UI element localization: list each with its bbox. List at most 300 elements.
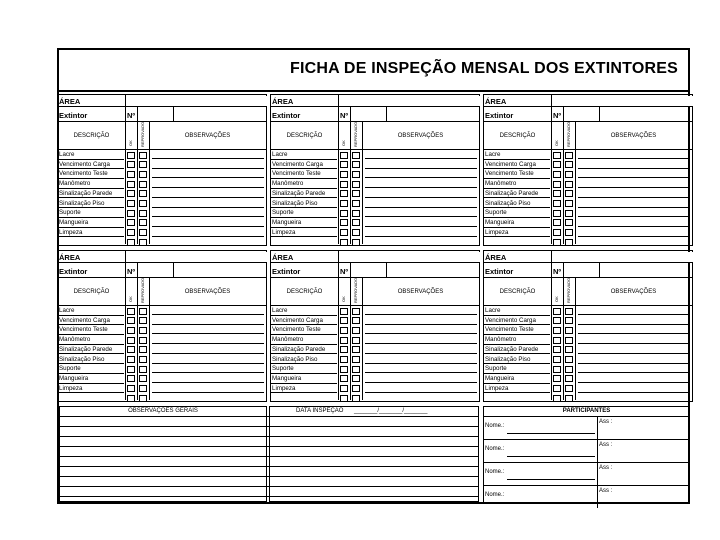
observations-header: OBSERVAÇÕES — [397, 289, 444, 295]
participant-name-label: Nome.: — [485, 492, 505, 498]
ok-checkbox[interactable] — [340, 171, 348, 178]
item-label: Lacre — [271, 306, 337, 316]
reprovado-checkbox[interactable] — [565, 229, 573, 236]
description-header: DESCRIÇÃO — [73, 133, 110, 139]
reprovado-checkbox[interactable] — [352, 327, 360, 334]
ok-checkbox[interactable] — [340, 308, 348, 315]
reprovado-checkbox[interactable] — [565, 152, 573, 159]
ok-header: OK — [554, 296, 559, 302]
ok-checkbox[interactable] — [127, 229, 135, 236]
extintor-label: Extintor — [59, 111, 88, 120]
ok-checkbox[interactable] — [127, 171, 135, 178]
reprovado-checkbox[interactable] — [352, 346, 360, 353]
reprovado-checkbox[interactable] — [352, 375, 360, 382]
observation-line[interactable] — [365, 353, 477, 354]
observations-header: OBSERVAÇÕES — [610, 289, 657, 295]
participant-signature-label: Ass : — [599, 488, 613, 494]
participant-name-field[interactable] — [507, 479, 595, 480]
inspection-date-panel — [269, 406, 479, 502]
reprovado-checkbox[interactable] — [565, 356, 573, 363]
reprovado-checkbox[interactable] — [352, 308, 360, 315]
reprovado-checkbox[interactable] — [565, 171, 573, 178]
item-label: Mangueira — [58, 218, 124, 228]
general-observations-label: OBSERVAÇÕES GERAIS — [128, 408, 198, 414]
description-header: DESCRIÇÃO — [499, 133, 536, 139]
observation-line[interactable] — [152, 216, 264, 217]
general-observation-line[interactable] — [59, 496, 479, 497]
area-input[interactable] — [553, 96, 693, 106]
observation-line[interactable] — [152, 187, 264, 188]
observation-line[interactable] — [365, 363, 477, 364]
participant-signature-label: Ass : — [599, 419, 613, 425]
item-label: Vencimento Teste — [484, 325, 550, 335]
description-header: DESCRIÇÃO — [286, 289, 323, 295]
item-label: Lacre — [484, 306, 550, 316]
form-title: FICHA DE INSPEÇÃO MENSAL DOS EXTINTORES — [290, 60, 678, 77]
reprovado-checkbox[interactable] — [565, 219, 573, 226]
ok-checkbox[interactable] — [127, 327, 135, 334]
extinguisher-block — [270, 250, 480, 402]
item-label: Mangueira — [58, 374, 124, 384]
item-label: Manômetro — [484, 335, 550, 345]
ok-checkbox[interactable] — [553, 385, 561, 392]
item-label: Manômetro — [271, 179, 337, 189]
observations-header: OBSERVAÇÕES — [610, 133, 657, 139]
observation-line[interactable] — [578, 314, 690, 315]
observation-line[interactable] — [152, 363, 264, 364]
general-observation-line[interactable] — [59, 456, 479, 457]
ok-checkbox[interactable] — [127, 337, 135, 344]
item-label: Lacre — [271, 150, 337, 160]
observation-line[interactable] — [365, 168, 477, 169]
item-label: Vencimento Teste — [271, 169, 337, 179]
reprovado-checkbox[interactable] — [565, 346, 573, 353]
observation-line[interactable] — [578, 158, 690, 159]
general-observation-line[interactable] — [59, 476, 479, 477]
ok-checkbox[interactable] — [127, 152, 135, 159]
ok-checkbox[interactable] — [553, 337, 561, 344]
observation-line[interactable] — [365, 382, 477, 383]
inspection-date-label: DATA INSPEÇÃO — [296, 408, 344, 414]
observation-line[interactable] — [152, 177, 264, 178]
reprovado-checkbox[interactable] — [352, 317, 360, 324]
reprovado-checkbox[interactable] — [565, 366, 573, 373]
reprovado-checkbox[interactable] — [139, 239, 147, 246]
area-input[interactable] — [553, 252, 693, 262]
ok-checkbox[interactable] — [340, 239, 348, 246]
ok-checkbox[interactable] — [340, 346, 348, 353]
observation-line[interactable] — [578, 236, 690, 237]
observation-line[interactable] — [365, 187, 477, 188]
observation-line[interactable] — [578, 392, 690, 393]
observation-line[interactable] — [578, 343, 690, 344]
item-label: Vencimento Carga — [484, 160, 550, 170]
description-header: DESCRIÇÃO — [73, 289, 110, 295]
ok-checkbox[interactable] — [127, 181, 135, 188]
ok-checkbox[interactable] — [340, 161, 348, 168]
item-label: Suporte — [484, 364, 550, 374]
reprovado-header: REPROVADO — [566, 121, 571, 147]
reprovado-checkbox[interactable] — [565, 308, 573, 315]
ok-checkbox[interactable] — [340, 327, 348, 334]
item-label: Manômetro — [484, 179, 550, 189]
observation-line[interactable] — [152, 372, 264, 373]
observation-line[interactable] — [578, 197, 690, 198]
observation-line[interactable] — [365, 197, 477, 198]
reprovado-checkbox[interactable] — [565, 239, 573, 246]
reprovado-checkbox[interactable] — [352, 210, 360, 217]
area-input[interactable] — [340, 252, 480, 262]
reprovado-checkbox[interactable] — [352, 385, 360, 392]
ok-header: OK — [554, 140, 559, 146]
ok-checkbox[interactable] — [340, 375, 348, 382]
reprovado-checkbox[interactable] — [352, 152, 360, 159]
reprovado-checkbox[interactable] — [139, 171, 147, 178]
observation-line[interactable] — [365, 333, 477, 334]
observation-line[interactable] — [578, 363, 690, 364]
ok-header: OK — [128, 140, 133, 146]
ok-checkbox[interactable] — [127, 395, 135, 402]
ok-checkbox[interactable] — [127, 161, 135, 168]
ok-checkbox[interactable] — [340, 229, 348, 236]
observation-line[interactable] — [152, 392, 264, 393]
reprovado-checkbox[interactable] — [565, 385, 573, 392]
participant-signature-label: Ass : — [599, 465, 613, 471]
area-label: ÁREA — [272, 97, 294, 106]
ok-checkbox[interactable] — [127, 356, 135, 363]
observation-line[interactable] — [578, 207, 690, 208]
observation-line[interactable] — [578, 177, 690, 178]
item-label: Manômetro — [58, 179, 124, 189]
observation-line[interactable] — [152, 168, 264, 169]
observation-line[interactable] — [365, 392, 477, 393]
observation-line[interactable] — [578, 226, 690, 227]
ok-checkbox[interactable] — [340, 395, 348, 402]
item-label: Mangueira — [271, 218, 337, 228]
extintor-label: Extintor — [272, 267, 301, 276]
ok-checkbox[interactable] — [553, 327, 561, 334]
general-observation-line[interactable] — [59, 416, 479, 417]
observation-line[interactable] — [365, 216, 477, 217]
participant-row — [483, 439, 690, 462]
area-label: ÁREA — [59, 253, 81, 262]
item-label: Vencimento Teste — [271, 325, 337, 335]
ok-checkbox[interactable] — [340, 317, 348, 324]
description-header: DESCRIÇÃO — [286, 133, 323, 139]
area-label: ÁREA — [485, 253, 507, 262]
reprovado-checkbox[interactable] — [565, 327, 573, 334]
item-label: Sinalização Piso — [58, 355, 124, 365]
observation-line[interactable] — [152, 236, 264, 237]
area-label: ÁREA — [59, 97, 81, 106]
item-label: Lacre — [58, 306, 124, 316]
ok-checkbox[interactable] — [340, 385, 348, 392]
area-input[interactable] — [127, 252, 267, 262]
ok-checkbox[interactable] — [553, 200, 561, 207]
observation-line[interactable] — [578, 168, 690, 169]
reprovado-checkbox[interactable] — [139, 210, 147, 217]
ok-checkbox[interactable] — [127, 210, 135, 217]
reprovado-checkbox[interactable] — [139, 375, 147, 382]
observation-line[interactable] — [365, 207, 477, 208]
reprovado-checkbox[interactable] — [139, 356, 147, 363]
number-label: Nº — [127, 111, 136, 120]
item-label: Suporte — [271, 208, 337, 218]
participant-row — [483, 462, 690, 485]
reprovado-checkbox[interactable] — [565, 161, 573, 168]
item-label: Vencimento Teste — [484, 169, 550, 179]
item-label: Limpeza — [484, 384, 550, 394]
reprovado-checkbox[interactable] — [565, 190, 573, 197]
ok-checkbox[interactable] — [553, 356, 561, 363]
observation-line[interactable] — [365, 372, 477, 373]
area-label: ÁREA — [485, 97, 507, 106]
ok-checkbox[interactable] — [340, 200, 348, 207]
item-label: Sinalização Parede — [271, 345, 337, 355]
item-label: Vencimento Carga — [58, 316, 124, 326]
reprovado-checkbox[interactable] — [352, 200, 360, 207]
observation-line[interactable] — [578, 372, 690, 373]
ok-checkbox[interactable] — [553, 375, 561, 382]
reprovado-checkbox[interactable] — [565, 317, 573, 324]
participant-name-field[interactable] — [507, 456, 595, 457]
area-label: ÁREA — [272, 253, 294, 262]
ok-checkbox[interactable] — [340, 181, 348, 188]
item-label: Mangueira — [484, 218, 550, 228]
reprovado-checkbox[interactable] — [139, 161, 147, 168]
ok-checkbox[interactable] — [553, 152, 561, 159]
ok-checkbox[interactable] — [127, 385, 135, 392]
observation-line[interactable] — [152, 333, 264, 334]
ok-checkbox[interactable] — [127, 219, 135, 226]
reprovado-checkbox[interactable] — [352, 356, 360, 363]
ok-header: OK — [341, 296, 346, 302]
observations-header: OBSERVAÇÕES — [184, 133, 231, 139]
reprovado-checkbox[interactable] — [352, 337, 360, 344]
ok-checkbox[interactable] — [553, 161, 561, 168]
reprovado-checkbox[interactable] — [565, 181, 573, 188]
general-observation-line[interactable] — [59, 436, 479, 437]
number-label: Nº — [553, 267, 562, 276]
item-label: Sinalização Piso — [271, 199, 337, 209]
reprovado-header: REPROVADO — [353, 277, 358, 303]
ok-header: OK — [128, 296, 133, 302]
reprovado-checkbox[interactable] — [352, 190, 360, 197]
item-label: Mangueira — [271, 374, 337, 384]
ok-checkbox[interactable] — [340, 219, 348, 226]
reprovado-checkbox[interactable] — [139, 181, 147, 188]
general-observation-line[interactable] — [59, 466, 479, 467]
item-label: Suporte — [484, 208, 550, 218]
ok-checkbox[interactable] — [553, 366, 561, 373]
item-label: Suporte — [271, 364, 337, 374]
ok-checkbox[interactable] — [553, 210, 561, 217]
reprovado-checkbox[interactable] — [565, 210, 573, 217]
participant-row — [483, 485, 690, 508]
observation-line[interactable] — [365, 324, 477, 325]
ok-checkbox[interactable] — [127, 308, 135, 315]
observation-line[interactable] — [578, 333, 690, 334]
ok-checkbox[interactable] — [553, 395, 561, 402]
reprovado-checkbox[interactable] — [352, 181, 360, 188]
participant-name-label: Nome.: — [485, 446, 505, 452]
reprovado-checkbox[interactable] — [139, 366, 147, 373]
observation-line[interactable] — [152, 314, 264, 315]
reprovado-checkbox[interactable] — [565, 200, 573, 207]
observation-line[interactable] — [365, 177, 477, 178]
observation-line[interactable] — [365, 236, 477, 237]
item-label: Manômetro — [58, 335, 124, 345]
observations-header: OBSERVAÇÕES — [184, 289, 231, 295]
item-label: Limpeza — [484, 228, 550, 238]
observation-line[interactable] — [152, 353, 264, 354]
extinguisher-block — [483, 250, 693, 402]
participant-name-field[interactable] — [507, 502, 595, 503]
reprovado-checkbox[interactable] — [139, 385, 147, 392]
item-label: Limpeza — [271, 384, 337, 394]
observation-line[interactable] — [152, 226, 264, 227]
observation-line[interactable] — [578, 216, 690, 217]
general-observation-line[interactable] — [59, 446, 479, 447]
observation-line[interactable] — [365, 158, 477, 159]
ok-checkbox[interactable] — [553, 308, 561, 315]
item-label: Limpeza — [58, 228, 124, 238]
item-label: Lacre — [484, 150, 550, 160]
reprovado-checkbox[interactable] — [139, 152, 147, 159]
item-label: Sinalização Piso — [271, 355, 337, 365]
item-label: Vencimento Teste — [58, 169, 124, 179]
item-label: Sinalização Parede — [484, 345, 550, 355]
item-label: Lacre — [58, 150, 124, 160]
observation-line[interactable] — [365, 343, 477, 344]
reprovado-checkbox[interactable] — [139, 229, 147, 236]
item-label: Vencimento Carga — [484, 316, 550, 326]
ok-checkbox[interactable] — [127, 239, 135, 246]
reprovado-checkbox[interactable] — [565, 375, 573, 382]
item-label: Sinalização Parede — [271, 189, 337, 199]
inspection-date-field[interactable]: _______/_______/_______ — [354, 408, 428, 414]
reprovado-checkbox[interactable] — [139, 327, 147, 334]
observation-line[interactable] — [578, 187, 690, 188]
reprovado-checkbox[interactable] — [352, 229, 360, 236]
reprovado-checkbox[interactable] — [565, 337, 573, 344]
ok-checkbox[interactable] — [127, 190, 135, 197]
observation-line[interactable] — [152, 158, 264, 159]
observations-header: OBSERVAÇÕES — [397, 133, 444, 139]
reprovado-checkbox[interactable] — [565, 395, 573, 402]
ok-checkbox[interactable] — [340, 190, 348, 197]
extintor-label: Extintor — [485, 111, 514, 120]
ok-checkbox[interactable] — [553, 229, 561, 236]
reprovado-checkbox[interactable] — [139, 200, 147, 207]
reprovado-checkbox[interactable] — [139, 346, 147, 353]
item-label: Vencimento Teste — [58, 325, 124, 335]
ok-checkbox[interactable] — [340, 366, 348, 373]
reprovado-checkbox[interactable] — [139, 190, 147, 197]
ok-checkbox[interactable] — [127, 317, 135, 324]
number-label: Nº — [127, 267, 136, 276]
reprovado-checkbox[interactable] — [352, 395, 360, 402]
reprovado-header: REPROVADO — [566, 277, 571, 303]
extinguisher-block — [57, 94, 267, 246]
observation-line[interactable] — [152, 343, 264, 344]
extinguisher-block — [483, 94, 693, 246]
number-label: Nº — [340, 267, 349, 276]
ok-checkbox[interactable] — [553, 346, 561, 353]
item-label: Suporte — [58, 208, 124, 218]
item-label: Sinalização Piso — [484, 355, 550, 365]
general-observation-line[interactable] — [59, 486, 479, 487]
reprovado-checkbox[interactable] — [139, 395, 147, 402]
number-label: Nº — [553, 111, 562, 120]
reprovado-header: REPROVADO — [140, 121, 145, 147]
reprovado-checkbox[interactable] — [352, 239, 360, 246]
ok-checkbox[interactable] — [127, 366, 135, 373]
ok-checkbox[interactable] — [553, 317, 561, 324]
item-label: Manômetro — [271, 335, 337, 345]
ok-checkbox[interactable] — [340, 210, 348, 217]
reprovado-checkbox[interactable] — [139, 317, 147, 324]
item-label: Limpeza — [58, 384, 124, 394]
item-label: Suporte — [58, 364, 124, 374]
form-title-bar — [59, 50, 688, 92]
item-label: Sinalização Piso — [484, 199, 550, 209]
reprovado-checkbox[interactable] — [352, 161, 360, 168]
item-label: Vencimento Carga — [271, 316, 337, 326]
observation-line[interactable] — [578, 353, 690, 354]
ok-checkbox[interactable] — [127, 375, 135, 382]
ok-checkbox[interactable] — [553, 219, 561, 226]
extinguisher-block — [57, 250, 267, 402]
item-label: Limpeza — [271, 228, 337, 238]
extintor-label: Extintor — [272, 111, 301, 120]
observation-line[interactable] — [152, 382, 264, 383]
area-input[interactable] — [340, 96, 480, 106]
reprovado-header: REPROVADO — [353, 121, 358, 147]
observation-line[interactable] — [578, 324, 690, 325]
reprovado-header: REPROVADO — [140, 277, 145, 303]
observation-line[interactable] — [152, 324, 264, 325]
extintor-label: Extintor — [485, 267, 514, 276]
ok-checkbox[interactable] — [340, 337, 348, 344]
ok-checkbox[interactable] — [340, 356, 348, 363]
ok-checkbox[interactable] — [340, 152, 348, 159]
ok-checkbox[interactable] — [553, 171, 561, 178]
ok-checkbox[interactable] — [553, 181, 561, 188]
area-input[interactable] — [127, 96, 267, 106]
reprovado-checkbox[interactable] — [352, 366, 360, 373]
participant-name-field[interactable] — [507, 433, 595, 434]
ok-checkbox[interactable] — [553, 239, 561, 246]
observation-line[interactable] — [365, 314, 477, 315]
general-observations-panel — [59, 406, 267, 502]
reprovado-checkbox[interactable] — [352, 171, 360, 178]
ok-checkbox[interactable] — [127, 200, 135, 207]
participant-row — [483, 416, 690, 439]
ok-checkbox[interactable] — [127, 346, 135, 353]
reprovado-checkbox[interactable] — [139, 219, 147, 226]
observation-line[interactable] — [365, 226, 477, 227]
reprovado-checkbox[interactable] — [352, 219, 360, 226]
ok-checkbox[interactable] — [553, 190, 561, 197]
extinguisher-block — [270, 94, 480, 246]
observation-line[interactable] — [152, 197, 264, 198]
reprovado-checkbox[interactable] — [139, 308, 147, 315]
observation-line[interactable] — [152, 207, 264, 208]
reprovado-checkbox[interactable] — [139, 337, 147, 344]
general-observation-line[interactable] — [59, 426, 479, 427]
observation-line[interactable] — [578, 382, 690, 383]
